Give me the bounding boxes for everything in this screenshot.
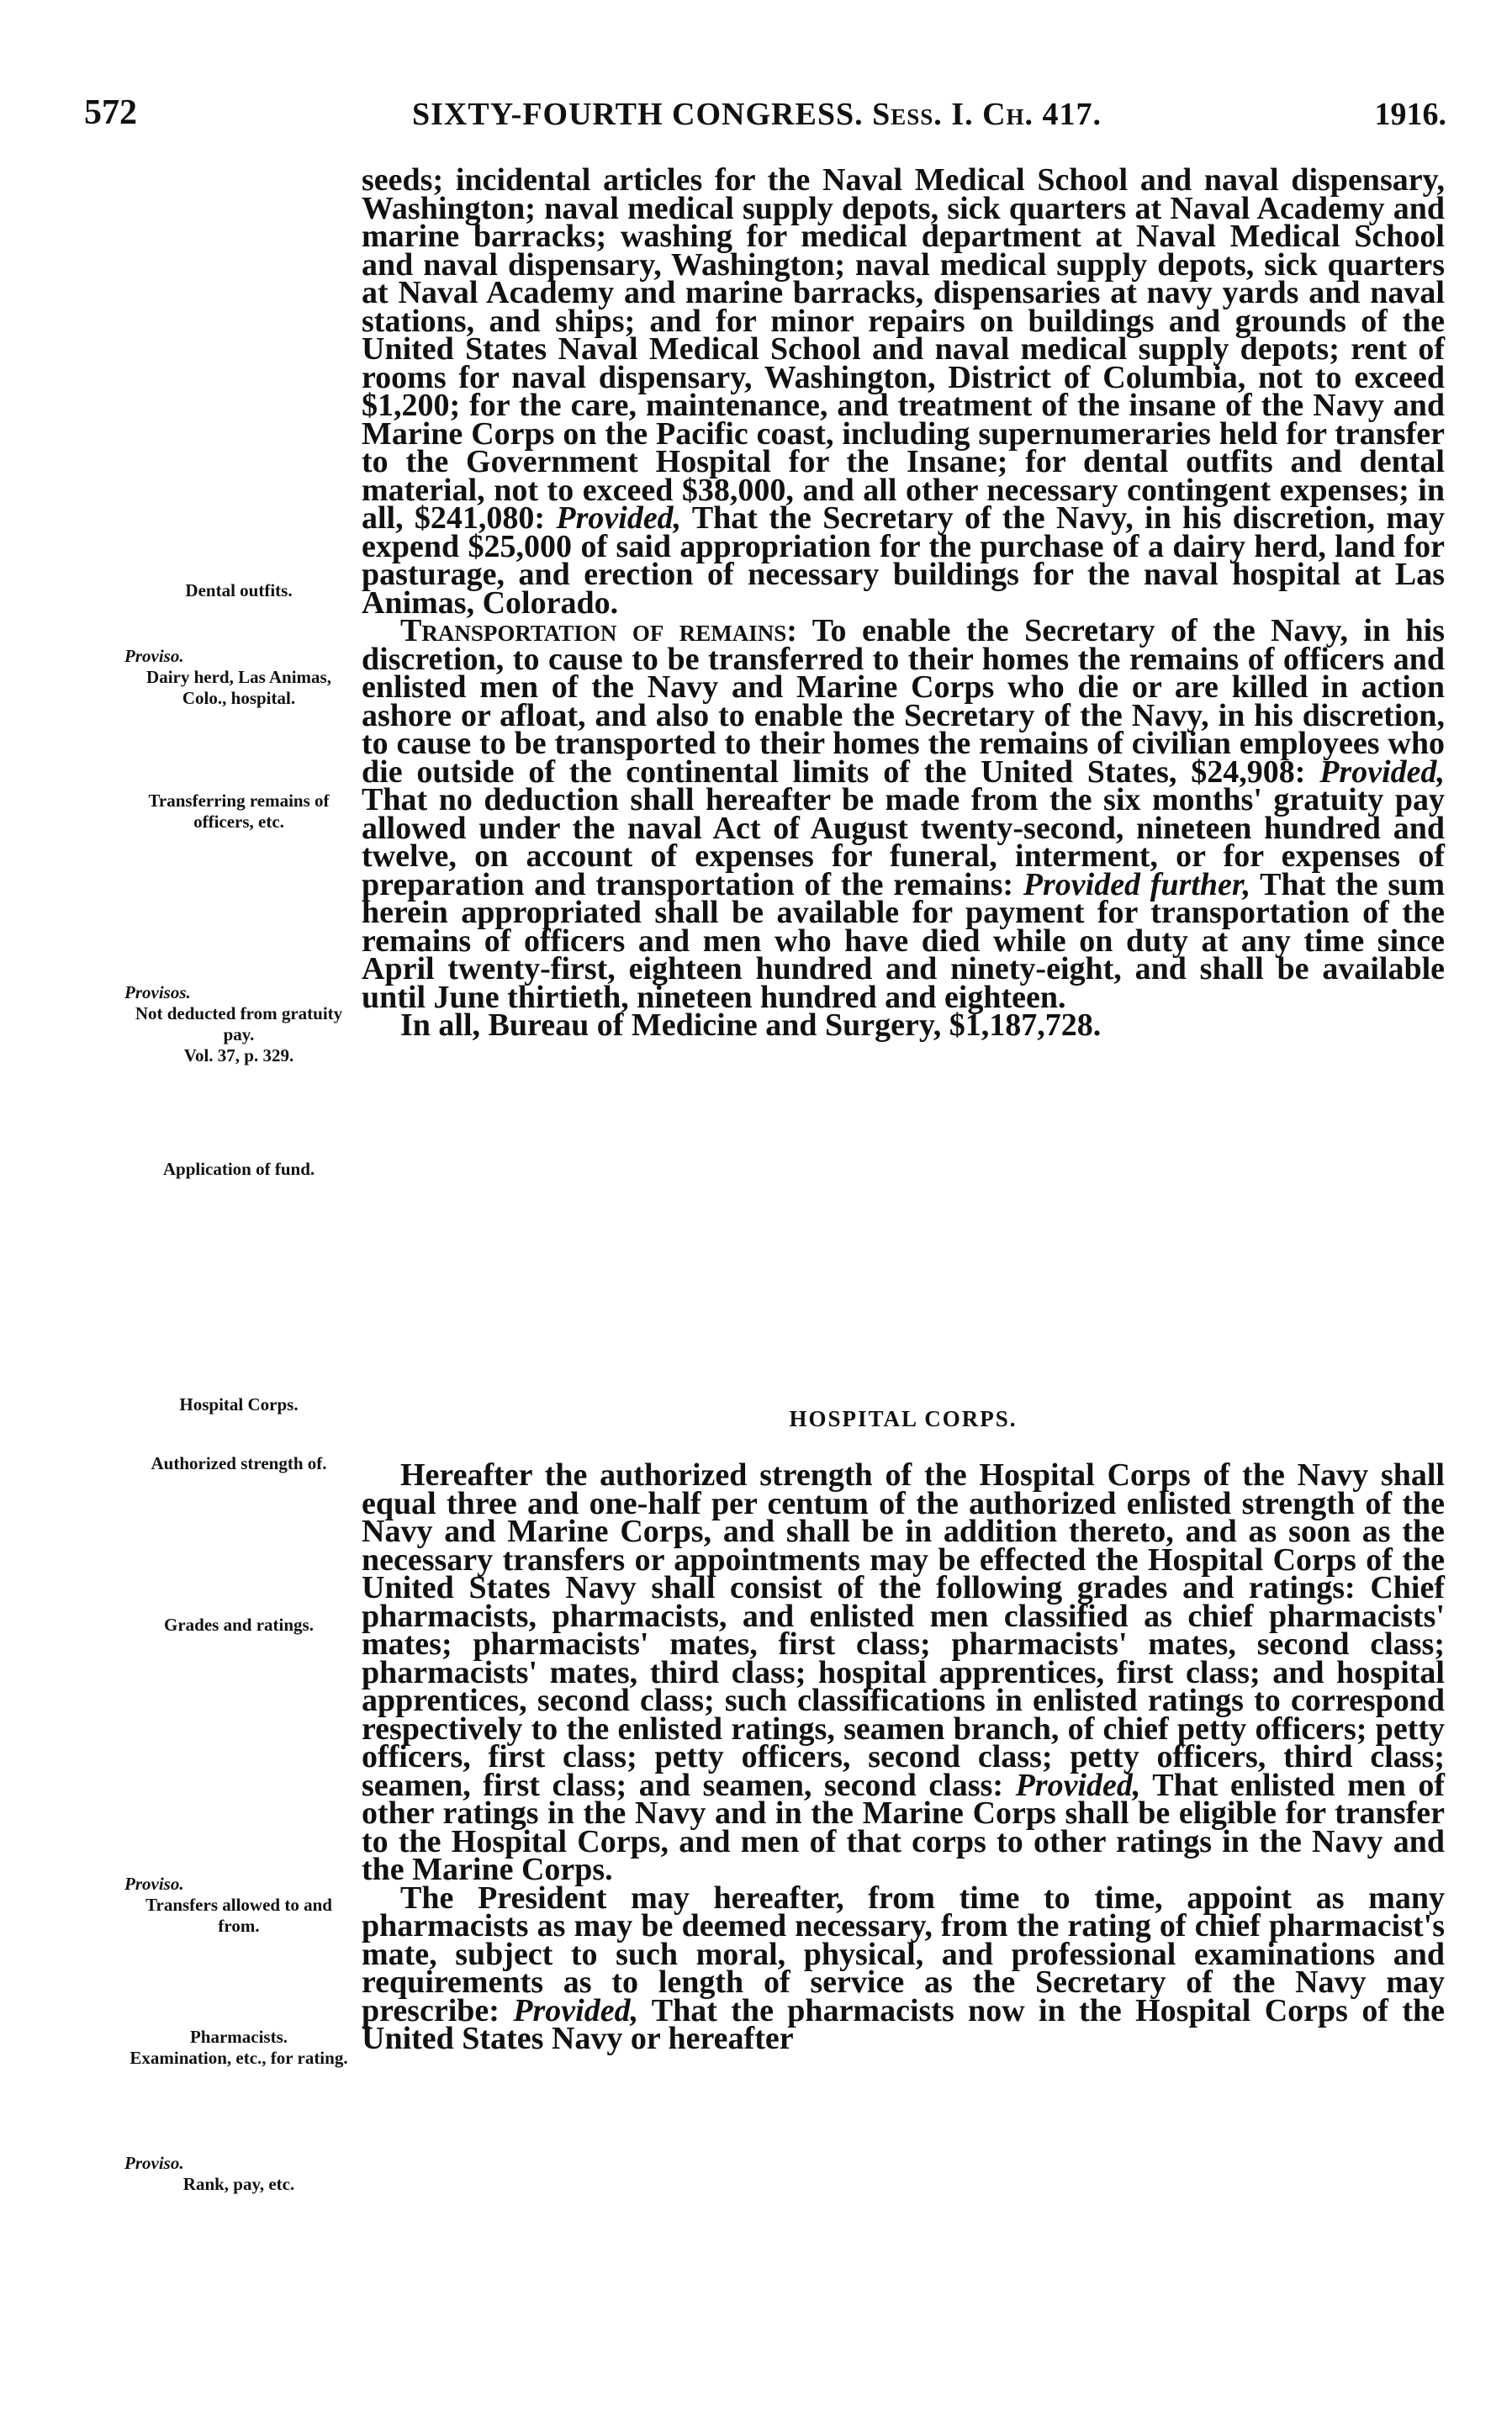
proviso-word: Provided further, [1023,866,1251,902]
page-number: 572 [84,93,137,132]
paragraph-transportation-of-remains [362,613,1445,1015]
congress-title: SIXTY-FOURTH CONGRESS. [412,97,864,132]
paragraph-text: Hereafter the authorized strength of the Hospital Corps of the Navy shall equal three and one-half per centum of the authorized enlisted strength of the Navy and Marine Corps, and shall be in addition thereto, and as soon as the necessary transfers or appointments may be effected the Hospital Corps of the United States Navy shall consist of the following grades and ratings: Chief pharmacists, pharmacists, and enlisted men classified as chief pharmacists' mates; pharmacists' mates, first class; pharmacists' mates, second class; pharmacists' mates, third class; hospital apprentices, first class; and hospital apprentices, second class; such classifications in enlisted ratings to correspond respectively to the enlisted ratings, seamen branch, of chief petty officers; petty officers, first class; petty officers, second class; petty officers, third class; seamen, first class; and seamen, second class: [362,1457,1445,1803]
margin-note-text: Dental outfits. [185,580,293,600]
proviso-word: Provided, [1015,1767,1141,1803]
margin-note-text: Grades and ratings. [164,1615,314,1635]
margin-note-text: Authorized strength of. [151,1453,327,1473]
paragraph-heading: Transportation of remains: [400,613,797,648]
paragraph-text: That the Secretary of the Navy, in his discretion, may expend $25,000 of said appropriation for the purchase of a dairy herd, land for pasturage, and erection of necessary buildings for the naval hospital at Las Animas, Colorado. [362,500,1445,621]
margin-note-label: Proviso. [124,2153,184,2173]
margin-note-transfer [124,791,353,833]
margin-note-application [124,1159,353,1180]
paragraph-text: To enable the Secretary of the Navy, in his discretion, to cause to be transferred to their homes the remains of officers and enlisted men of the Navy and Marine Corps who die or are killed in action ashore or afloat, and also to enable the Secretary of the Navy, in his discretion, to cause to be transported to their homes the remains of civilian employees who die outside of the continental limits of the United States, $24,908: [362,613,1445,790]
section-heading: HOSPITAL CORPS. [789,1406,1018,1431]
margin-note-provisos-gratuity [124,982,353,1066]
body-text-upper [362,162,1445,1043]
proviso-word: Provided, [556,500,682,536]
paragraph-text: That the pharmacists now in the Hospital Corps of the United States Navy or hereafter [362,1992,1445,2056]
margin-note-proviso-transfers [124,1874,353,1937]
margin-note-text: Application of fund. [162,1159,315,1179]
margin-note-text: Rank, pay, etc. [182,2174,295,2194]
margin-note-text: Transfers allowed to and from. [145,1895,332,1936]
paragraph-text: That no deduction shall hereafter be made from the six months' gratuity pay allowed under the naval Act of August twenty-second, nineteen hundred and twelve, on account of expenses for funeral, interment, or for expenses of preparation and transportation of the remains: [362,782,1445,902]
margin-note-text: Hospital Corps. [179,1394,299,1415]
margin-note-hospital-corps [124,1394,353,1415]
paragraph-medical-appropriations [362,162,1445,621]
margin-note-label: Provisos. [124,982,191,1002]
proviso-word: Provided, [1319,754,1445,790]
paragraph-total: In all, Bureau of Medicine and Surgery, $1,187,728. [400,1007,1102,1043]
paragraph-text: That enlisted men of other ratings in the Navy and in the Marine Corps shall be eligible for transfer to the Hospital Corps, and men of that corps to other ratings in the Navy and the Marine Corps. [362,1767,1445,1887]
paragraph-text: That the sum herein appropriated shall be available for payment for transportation of the remains of officers and men who have died while on duty at any time since April twenty-first, eighteen hundred and ninety-eight, and shall be available until June thirtieth, nineteen hundred and eighteen. [362,866,1445,1015]
proviso-word: Provided, [513,1992,639,2028]
margin-note-proviso-rank [124,2153,353,2195]
margin-note-text: Pharmacists. [189,2027,288,2047]
chapter-label: Ch. 417. [982,97,1102,132]
margin-note-text: Dairy herd, Las Animas, Colo., hospital. [146,667,331,708]
margin-note-text: Vol. 37, p. 329. [183,1045,294,1066]
margin-note-dental [124,580,353,601]
margin-note-proviso-dairy [124,646,353,709]
margin-note-label: Proviso. [124,646,184,666]
paragraph-text: The President may hereafter, from time to time, appoint as many pharmacists as may be deemed necessary, from the rating of chief pharmacist's mate, subject to such moral, physical, and professional examinations and requirements as to length of service as the Secretary of the Navy may prescribe: [362,1880,1445,2028]
margin-note-label: Proviso. [124,1874,184,1894]
paragraph-pharmacists [362,1880,1445,2056]
margin-note-pharmacists [124,2027,353,2069]
paragraph-hospital-corps-strength [362,1457,1445,1887]
body-text-lower [362,1457,1445,2056]
page-header [84,93,1446,143]
margin-note-text: Examination, etc., for rating. [130,2048,348,2068]
margin-note-grades [124,1615,353,1636]
session-label: Sess. I. [872,97,974,132]
margin-note-text: Transferring remains of officers, etc. [148,791,330,832]
running-title [412,96,1102,133]
header-year: 1916. [1374,97,1446,132]
margin-note-text: Not deducted from gratuity pay. [135,1003,343,1044]
margin-note-authorized [124,1453,353,1474]
paragraph-text: seeds; incidental articles for the Naval Medical School and naval dispensary, Washington; naval medical supply depots, sick quarters at Naval Academy and marine barracks; washing for medical department at Naval Medical School and naval dispensary, Washington; naval medical supply depots, sick quarters at Naval Academy and marine barracks, dispensaries at navy yards and naval stations, and ships; and for minor repairs on buildings and grounds of the United States Naval Medical School and naval medical supply depots; rent of rooms for naval dispensary, Washington, District of Columbia, not to exceed $1,200; for the care, maintenance, and treatment of the insane of the Navy and Marine Corps on the Pacific coast, including supernumeraries held for transfer to the Government Hospital for the Insane; for dental outfits and dental material, not to exceed $38,000, and all other necessary contingent expenses; in all, $241,080: [362,162,1445,536]
